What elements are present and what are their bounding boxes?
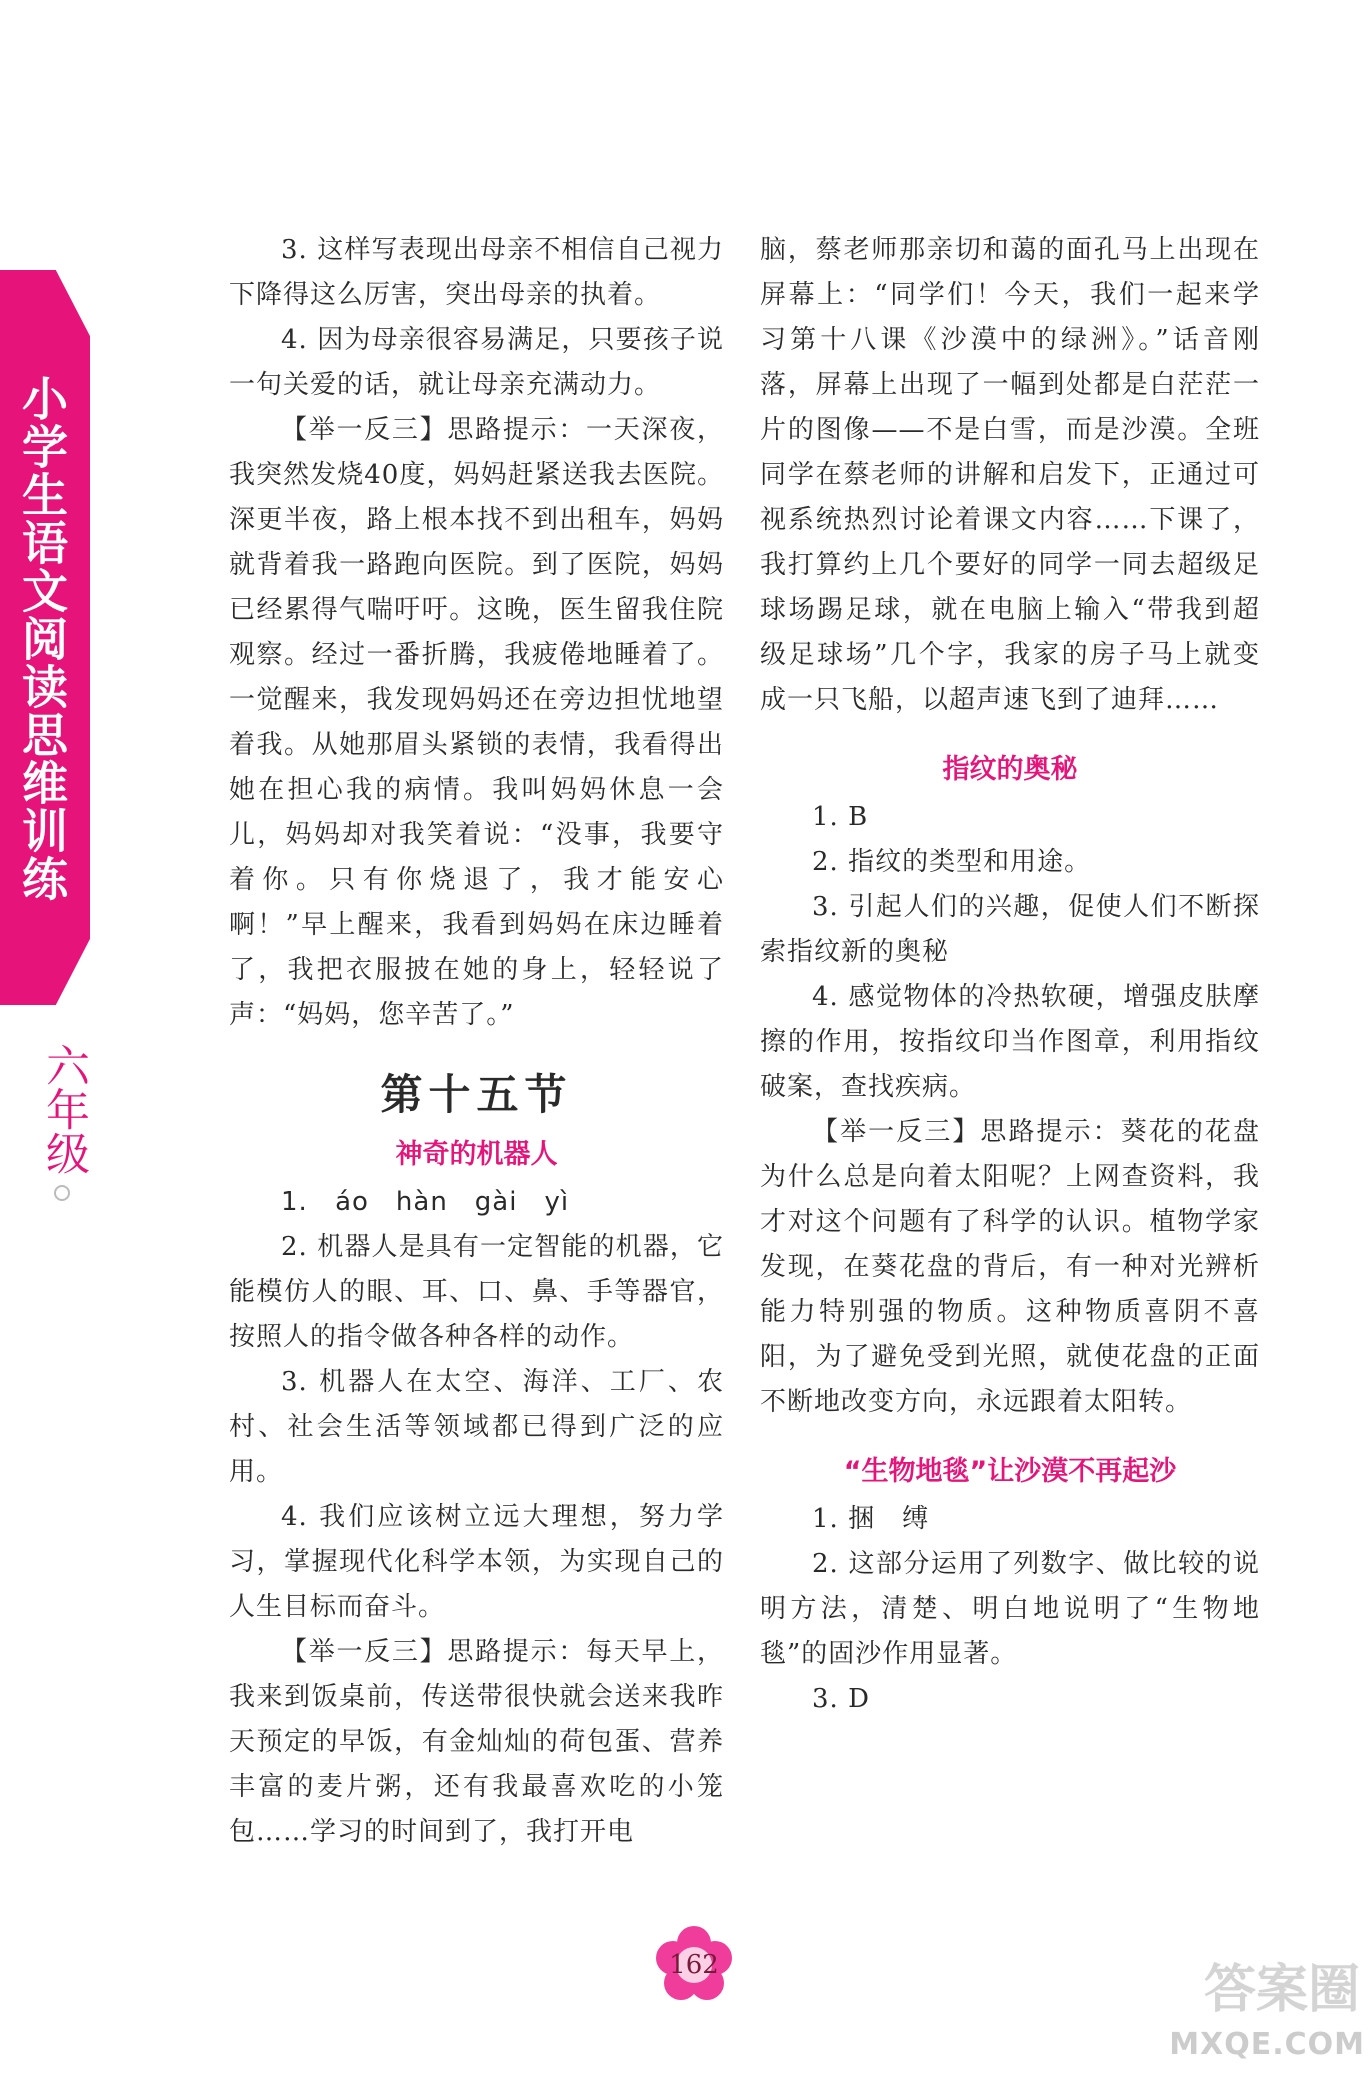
answer-item: 4. 因为母亲很容易满足，只要孩子说一句关爱的话，就让母亲充满动力。 <box>229 325 724 400</box>
continued-text: 脑，蔡老师那亲切和蔼的面孔马上出现在屏幕上：“同学们！今天，我们一起来学习第十八课《沙漠中的绿洲》。”话音刚落，屏幕上出现了一幅到处都是白茫茫一片的图像——不是白雪，而是沙漠。全班同学在蔡老师的讲解和启发下，正通过可视系统热烈讨论着课文内容……下课了，我打算约上几个要好的同学一同去超级足球场踢足球，就在电脑上输入“带我到超级足球场”几个字，我家的房子马上就变成一只飞船，以超声速飞到了迪拜…… <box>760 235 1260 715</box>
watermark-url: MXQE.COM <box>1169 2027 1365 2062</box>
right-column <box>760 228 1260 1722</box>
answer-item: 2. 这部分运用了列数字、做比较的说明方法，清楚、明白地说明了“生物地毯”的固沙作用显著。 <box>760 1549 1260 1669</box>
subhead-fingerprint: 指纹的奥秘 <box>942 754 1078 785</box>
decorative-circle-icon <box>54 1185 70 1201</box>
answer-item: 1. 捆 缚 <box>812 1504 930 1534</box>
answer-item: 2. 指纹的类型和用途。 <box>812 847 1092 877</box>
answer-item: 3. 这样写表现出母亲不相信自己视力下降得这么厉害，突出母亲的执着。 <box>229 235 724 310</box>
answer-item: 3. D <box>812 1684 870 1714</box>
subhead-robot: 神奇的机器人 <box>395 1139 558 1170</box>
section-title: 第十五节 <box>380 1070 573 1119</box>
left-column <box>229 228 724 1855</box>
answer-item: 2. 机器人是具有一定智能的机器，它能模仿人的眼、耳、口、鼻、手等器官，按照人的指令做各种各样的动作。 <box>229 1232 724 1352</box>
pinyin-answer: 1. áo hàn gài yì <box>281 1187 570 1217</box>
answer-item: 4. 感觉物体的冷热软硬，增强皮肤摩擦的作用，按指纹印当作图章，利用指纹破案，查找疾病。 <box>760 982 1260 1102</box>
subhead-bio-carpet: “生物地毯”让沙漠不再起沙 <box>843 1456 1177 1487</box>
answer-item: 3. 引起人们的兴趣，促使人们不断探索指纹新的奥秘 <box>760 892 1260 967</box>
answer-item: 【举一反三】思路提示：葵花的花盘为什么总是向着太阳呢？上网查资料，我才对这个问题有了科学的认识。植物学家发现，在葵花盘的背后，有一种对光辨析能力特别强的物质。这种物质喜阴不喜阳，为了避免受到光照，就使花盘的正面不断地改变方向，永远跟着太阳转。 <box>760 1117 1260 1417</box>
answer-item: 1. B <box>812 802 869 832</box>
grade-label: 六年级 <box>38 1043 89 1175</box>
answer-item: 3. 机器人在太空、海洋、工厂、农村、社会生活等领域都已得到广泛的应用。 <box>229 1367 724 1487</box>
page-number: 162 <box>669 1950 719 1980</box>
answer-item: 【举一反三】思路提示：一天深夜，我突然发烧40度，妈妈赶紧送我去医院。深更半夜，路上根本找不到出租车，妈妈就背着我一路跑向医院。到了医院，妈妈已经累得气喘吁吁。这晚，医生留我住院观察。经过一番折腾，我疲倦地睡着了。一觉醒来，我发现妈妈还在旁边担忧地望着我。从她那眉头紧锁的表情，我看得出她在担心我的病情。我叫妈妈休息一会儿，妈妈却对我笑着说：“没事，我要守着你。只有你烧退了，我才能安心啊！”早上醒来，我看到妈妈在床边睡着了，我把衣服披在她的身上，轻轻说了声：“妈妈，您辛苦了。” <box>229 415 724 1030</box>
answer-item: 【举一反三】思路提示：每天早上，我来到饭桌前，传送带很快就会送来我昨天预定的早饭，有金灿灿的荷包蛋、营养丰富的麦片粥，还有我最喜欢吃的小笼包……学习的时间到了，我打开电 <box>229 1637 724 1847</box>
series-title: 小学生语文阅读思维训练 <box>15 375 69 903</box>
answer-item: 4. 我们应该树立远大理想，努力学习，掌握现代化科学本领，为实现自己的人生目标而奋斗。 <box>229 1502 724 1622</box>
watermark-logo: 答案圈 <box>1203 1960 1360 2020</box>
